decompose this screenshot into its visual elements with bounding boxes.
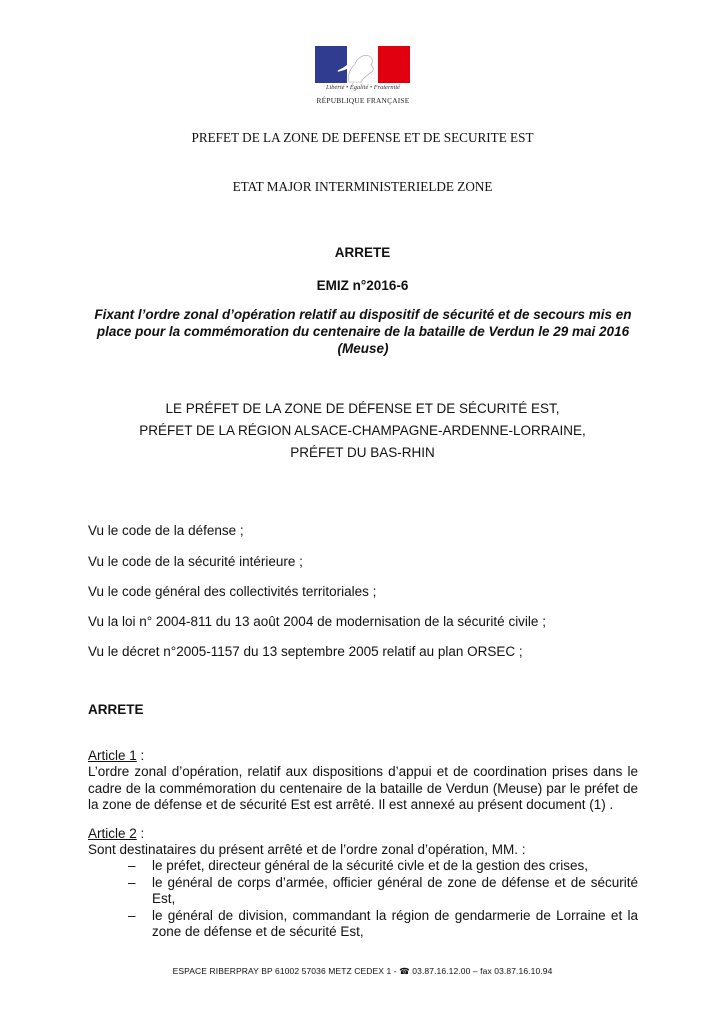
republique-francaise-logo (313, 44, 413, 108)
title-arrete: ARRETE (334, 245, 391, 260)
article-1-label: Article 1 (88, 748, 137, 763)
article-2-intro: Sont destinataires du présent arrêté et de l’ordre zonal d’opération, MM. : (88, 842, 526, 857)
header-etat-major: ETAT MAJOR INTERMINISTERIELDE ZONE (232, 179, 493, 194)
recipients-list (128, 858, 638, 941)
list-item (128, 875, 638, 908)
prefet-line-2: PRÉFET DE LA RÉGION ALSACE-CHAMPAGNE-ARDENNE-LORRAINE, (139, 423, 586, 438)
vu-item: Vu le code général des collectivités territoriales ; (88, 584, 377, 599)
vu-item: Vu le code de la défense ; (88, 523, 244, 538)
list-item-text: le général de division, commandant la région de gendarmerie de Lorraine et la zone de défense et de sécurité Est, (152, 907, 638, 939)
prefet-line-1: LE PRÉFET DE LA ZONE DE DÉFENSE ET DE SÉCURITÉ EST, (165, 401, 560, 416)
prefet-line-3: PRÉFET DU BAS-RHIN (290, 445, 435, 460)
dash-bullet: – (128, 874, 136, 890)
dash-bullet: – (128, 907, 136, 923)
list-item (128, 908, 638, 941)
logo-republique: RÉPUBLIQUE FRANÇAISE (316, 96, 410, 105)
marianne-flag-icon (315, 46, 410, 83)
title-number: EMIZ n°2016-6 (316, 278, 409, 293)
vu-item: Vu le décret n°2005-1157 du 13 septembre 2005 relatif au plan ORSEC ; (88, 644, 523, 659)
vu-item: Vu la loi n° 2004-811 du 13 août 2004 de modernisation de la sécurité civile ; (88, 614, 546, 629)
footer-address: ESPACE RIBERPRAY BP 61002 57036 METZ CEDEX 1 - ☎ 03.87.16.12.00 – fax 03.87.16.10.94 (172, 966, 553, 976)
article-1-colon: : (136, 748, 145, 763)
article-2-label: Article 2 (88, 826, 137, 841)
article-1-text: L’ordre zonal d’opération, relatif aux dispositions d’appui et de coordination prises dans le cadre de la commémoration du centenaire de la bataille de Verdun (Meuse) par le préfet de la zone de défense et de sécurité Est est arrêté. Il est annexé au présent document (1) . (88, 764, 638, 812)
article-1-title (88, 748, 144, 763)
article-2-title (88, 826, 144, 841)
list-item (128, 858, 638, 875)
list-item-text: le préfet, directeur général de la sécurité civle et de la gestion des crises, (152, 858, 588, 873)
vu-item: Vu le code de la sécurité intérieure ; (88, 554, 303, 569)
arrete-heading: ARRETE (88, 702, 144, 717)
header-prefet-zone: PREFET DE LA ZONE DE DEFENSE ET DE SECURITE EST (191, 130, 534, 145)
article-2-colon: : (136, 826, 145, 841)
title-subject: Fixant l’ordre zonal d’opération relatif au dispositif de sécurité et de secours mis en place pour la commémoration du centenaire de la bataille de Verdun le 29 mai 2016 (Meuse) (94, 307, 632, 356)
dash-bullet: – (128, 858, 136, 873)
logo-motto: Liberté • Égalité • Fraternité (325, 84, 401, 91)
list-item-text: le général de corps d’armée, officier général de zone de défense et de sécurité Est, (152, 874, 638, 906)
